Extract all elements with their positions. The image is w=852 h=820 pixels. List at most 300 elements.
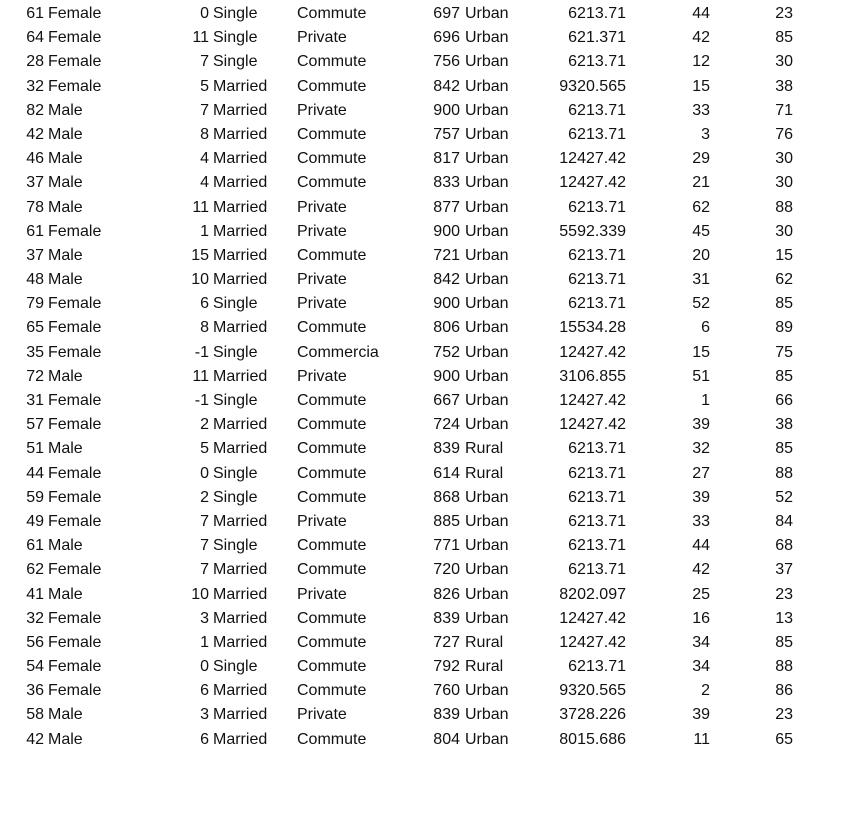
marital-status-cell[interactable]: Single	[213, 464, 258, 482]
value-b-cell[interactable]: 37	[775, 561, 793, 579]
value-b-cell[interactable]: 85	[775, 295, 793, 313]
value-a-cell[interactable]: 12	[692, 53, 710, 71]
gender-cell[interactable]: Female	[48, 682, 102, 700]
age-cell[interactable]: 49	[26, 512, 44, 530]
type-cell[interactable]: Commute	[297, 246, 367, 264]
value-a-cell[interactable]: 34	[692, 633, 710, 651]
count-cell[interactable]: 11	[192, 29, 209, 47]
value-b-cell[interactable]: 23	[775, 585, 793, 603]
type-cell[interactable]: Private	[297, 198, 347, 216]
age-cell[interactable]: 37	[26, 246, 44, 264]
count-cell[interactable]: 6	[200, 295, 209, 313]
count-cell[interactable]: 15	[191, 246, 209, 264]
value-b-cell[interactable]: 85	[775, 29, 793, 47]
area-cell[interactable]: Urban	[465, 222, 509, 240]
gender-cell[interactable]: Female	[48, 343, 102, 361]
score-cell[interactable]: 900	[433, 367, 460, 385]
value-b-cell[interactable]: 71	[775, 101, 793, 119]
age-cell[interactable]: 61	[26, 537, 44, 555]
gender-cell[interactable]: Male	[48, 440, 83, 458]
amount-cell[interactable]: 6213.71	[568, 440, 626, 458]
type-cell[interactable]: Commute	[297, 488, 367, 506]
marital-status-cell[interactable]: Single	[213, 392, 258, 409]
value-a-cell[interactable]: 27	[692, 464, 710, 482]
count-cell[interactable]: 7	[200, 512, 209, 530]
count-cell[interactable]: 10	[191, 585, 209, 603]
score-cell[interactable]: 842	[433, 271, 460, 289]
value-a-cell[interactable]: 11	[693, 730, 710, 748]
value-a-cell[interactable]: 25	[692, 585, 710, 603]
area-cell[interactable]: Urban	[465, 488, 509, 506]
age-cell[interactable]: 44	[26, 464, 44, 482]
age-cell[interactable]: 41	[26, 585, 44, 603]
value-b-cell[interactable]: 76	[775, 125, 793, 143]
amount-cell[interactable]: 9320.565	[559, 682, 626, 700]
count-cell[interactable]: 1	[200, 222, 209, 240]
value-b-cell[interactable]: 23	[775, 706, 793, 724]
area-cell[interactable]: Urban	[465, 537, 509, 555]
type-cell[interactable]: Commute	[297, 392, 367, 409]
score-cell[interactable]: 752	[433, 343, 460, 361]
marital-status-cell[interactable]: Single	[213, 295, 258, 313]
age-cell[interactable]: 37	[26, 174, 44, 192]
amount-cell[interactable]: 8015.686	[559, 730, 626, 748]
gender-cell[interactable]: Female	[48, 633, 102, 651]
gender-cell[interactable]: Male	[48, 198, 83, 216]
age-cell[interactable]: 57	[26, 416, 44, 434]
score-cell[interactable]: 724	[433, 416, 460, 434]
amount-cell[interactable]: 3728.226	[559, 706, 626, 724]
amount-cell[interactable]: 621.371	[568, 29, 626, 47]
value-a-cell[interactable]: 33	[692, 512, 710, 530]
amount-cell[interactable]: 12427.42	[559, 150, 626, 168]
value-a-cell[interactable]: 15	[692, 343, 710, 361]
value-a-cell[interactable]: 39	[692, 706, 710, 724]
area-cell[interactable]: Urban	[465, 101, 509, 119]
area-cell[interactable]: Urban	[465, 319, 509, 337]
marital-status-cell[interactable]: Married	[213, 319, 268, 337]
type-cell[interactable]: Private	[297, 222, 347, 240]
value-a-cell[interactable]: 1	[701, 392, 710, 409]
marital-status-cell[interactable]: Single	[213, 488, 258, 506]
value-b-cell[interactable]: 85	[775, 633, 793, 651]
count-cell[interactable]: 11	[192, 198, 209, 216]
type-cell[interactable]: Commute	[297, 633, 367, 651]
value-b-cell[interactable]: 68	[775, 537, 793, 555]
score-cell[interactable]: 839	[433, 440, 460, 458]
marital-status-cell[interactable]: Married	[213, 512, 268, 530]
score-cell[interactable]: 667	[433, 392, 460, 409]
type-cell[interactable]: Commute	[297, 537, 367, 555]
area-cell[interactable]: Urban	[465, 77, 509, 95]
amount-cell[interactable]: 6213.71	[568, 271, 626, 289]
gender-cell[interactable]: Female	[48, 512, 102, 530]
count-cell[interactable]: 4	[200, 150, 209, 168]
marital-status-cell[interactable]: Married	[213, 77, 268, 95]
score-cell[interactable]: 900	[433, 101, 460, 119]
value-b-cell[interactable]: 85	[775, 367, 793, 385]
count-cell[interactable]: 2	[200, 488, 209, 506]
amount-cell[interactable]: 3106.855	[559, 367, 626, 385]
marital-status-cell[interactable]: Single	[213, 53, 258, 71]
age-cell[interactable]: 46	[26, 150, 44, 168]
marital-status-cell[interactable]: Married	[213, 730, 268, 748]
value-a-cell[interactable]: 3	[701, 125, 710, 143]
area-cell[interactable]: Rural	[465, 440, 504, 458]
marital-status-cell[interactable]: Married	[213, 633, 268, 651]
type-cell[interactable]: Commute	[297, 5, 367, 22]
marital-status-cell[interactable]: Married	[213, 609, 268, 627]
value-b-cell[interactable]: 38	[775, 416, 793, 434]
amount-cell[interactable]: 12427.42	[559, 609, 626, 627]
amount-cell[interactable]: 6213.71	[568, 295, 626, 313]
score-cell[interactable]: 826	[433, 585, 460, 603]
value-a-cell[interactable]: 21	[692, 174, 710, 192]
count-cell[interactable]: 0	[200, 5, 209, 22]
score-cell[interactable]: 792	[433, 658, 460, 676]
amount-cell[interactable]: 6213.71	[568, 246, 626, 264]
gender-cell[interactable]: Female	[48, 77, 102, 95]
count-cell[interactable]: -1	[194, 343, 209, 361]
count-cell[interactable]: 5	[200, 440, 209, 458]
area-cell[interactable]: Urban	[465, 416, 509, 434]
area-cell[interactable]: Rural	[465, 464, 504, 482]
type-cell[interactable]: Private	[297, 512, 347, 530]
gender-cell[interactable]: Female	[48, 658, 102, 676]
type-cell[interactable]: Private	[297, 706, 347, 724]
age-cell[interactable]: 64	[26, 29, 44, 47]
type-cell[interactable]: Commute	[297, 464, 367, 482]
amount-cell[interactable]: 12427.42	[559, 416, 626, 434]
age-cell[interactable]: 28	[26, 53, 44, 71]
area-cell[interactable]: Urban	[465, 706, 509, 724]
score-cell[interactable]: 900	[433, 222, 460, 240]
gender-cell[interactable]: Female	[48, 295, 102, 313]
area-cell[interactable]: Urban	[465, 585, 509, 603]
gender-cell[interactable]: Male	[48, 271, 83, 289]
marital-status-cell[interactable]: Married	[213, 706, 268, 724]
value-b-cell[interactable]: 23	[775, 5, 793, 22]
value-b-cell[interactable]: 30	[775, 174, 793, 192]
value-a-cell[interactable]: 16	[692, 609, 710, 627]
gender-cell[interactable]: Male	[48, 585, 83, 603]
value-a-cell[interactable]: 31	[692, 271, 710, 289]
type-cell[interactable]: Private	[297, 271, 347, 289]
value-b-cell[interactable]: 85	[775, 440, 793, 458]
gender-cell[interactable]: Female	[48, 609, 102, 627]
age-cell[interactable]: 61	[26, 222, 44, 240]
count-cell[interactable]: -1	[194, 392, 209, 409]
type-cell[interactable]: Private	[297, 295, 347, 313]
value-b-cell[interactable]: 88	[775, 464, 793, 482]
marital-status-cell[interactable]: Single	[213, 343, 258, 361]
area-cell[interactable]: Urban	[465, 125, 509, 143]
gender-cell[interactable]: Male	[48, 730, 83, 748]
value-a-cell[interactable]: 39	[692, 488, 710, 506]
value-b-cell[interactable]: 38	[775, 77, 793, 95]
gender-cell[interactable]: Female	[48, 561, 102, 579]
age-cell[interactable]: 32	[26, 609, 44, 627]
amount-cell[interactable]: 6213.71	[568, 658, 626, 676]
type-cell[interactable]: Commute	[297, 682, 367, 700]
value-b-cell[interactable]: 65	[775, 730, 793, 748]
area-cell[interactable]: Urban	[465, 271, 509, 289]
gender-cell[interactable]: Female	[48, 29, 102, 47]
gender-cell[interactable]: Male	[48, 150, 83, 168]
count-cell[interactable]: 1	[200, 633, 209, 651]
type-cell[interactable]: Private	[297, 585, 347, 603]
area-cell[interactable]: Urban	[465, 295, 509, 313]
amount-cell[interactable]: 6213.71	[568, 512, 626, 530]
value-a-cell[interactable]: 2	[701, 682, 710, 700]
value-b-cell[interactable]: 30	[775, 222, 793, 240]
area-cell[interactable]: Urban	[465, 198, 509, 216]
gender-cell[interactable]: Female	[48, 488, 102, 506]
age-cell[interactable]: 79	[26, 295, 44, 313]
age-cell[interactable]: 42	[26, 125, 44, 143]
gender-cell[interactable]: Male	[48, 125, 83, 143]
age-cell[interactable]: 48	[26, 271, 44, 289]
age-cell[interactable]: 59	[26, 488, 44, 506]
gender-cell[interactable]: Male	[48, 367, 83, 385]
marital-status-cell[interactable]: Married	[213, 416, 268, 434]
type-cell[interactable]: Commute	[297, 440, 367, 458]
value-b-cell[interactable]: 30	[775, 150, 793, 168]
marital-status-cell[interactable]: Married	[213, 561, 268, 579]
count-cell[interactable]: 3	[200, 609, 209, 627]
area-cell[interactable]: Urban	[465, 512, 509, 530]
type-cell[interactable]: Private	[297, 29, 347, 47]
amount-cell[interactable]: 15534.28	[559, 319, 626, 337]
age-cell[interactable]: 62	[26, 561, 44, 579]
amount-cell[interactable]: 9320.565	[559, 77, 626, 95]
value-a-cell[interactable]: 51	[692, 367, 710, 385]
score-cell[interactable]: 757	[433, 125, 460, 143]
age-cell[interactable]: 32	[26, 77, 44, 95]
value-a-cell[interactable]: 20	[692, 246, 710, 264]
age-cell[interactable]: 58	[26, 706, 44, 724]
value-b-cell[interactable]: 15	[775, 246, 793, 264]
marital-status-cell[interactable]: Married	[213, 271, 268, 289]
amount-cell[interactable]: 5592.339	[559, 222, 626, 240]
value-b-cell[interactable]: 88	[775, 658, 793, 676]
value-b-cell[interactable]: 52	[775, 488, 793, 506]
marital-status-cell[interactable]: Single	[213, 29, 258, 47]
type-cell[interactable]: Commute	[297, 150, 367, 168]
value-a-cell[interactable]: 15	[692, 77, 710, 95]
area-cell[interactable]: Urban	[465, 561, 509, 579]
count-cell[interactable]: 7	[200, 53, 209, 71]
amount-cell[interactable]: 6213.71	[568, 561, 626, 579]
count-cell[interactable]: 7	[200, 561, 209, 579]
gender-cell[interactable]: Male	[48, 101, 83, 119]
score-cell[interactable]: 885	[433, 512, 460, 530]
value-a-cell[interactable]: 44	[692, 537, 710, 555]
marital-status-cell[interactable]: Married	[213, 246, 268, 264]
score-cell[interactable]: 696	[433, 29, 460, 47]
value-a-cell[interactable]: 62	[692, 198, 710, 216]
value-a-cell[interactable]: 42	[692, 29, 710, 47]
value-b-cell[interactable]: 89	[775, 319, 793, 337]
count-cell[interactable]: 6	[200, 682, 209, 700]
amount-cell[interactable]: 6213.71	[568, 198, 626, 216]
score-cell[interactable]: 771	[433, 537, 460, 555]
type-cell[interactable]: Commercia	[297, 343, 379, 361]
marital-status-cell[interactable]: Married	[213, 101, 268, 119]
age-cell[interactable]: 31	[26, 392, 44, 409]
age-cell[interactable]: 72	[26, 367, 44, 385]
score-cell[interactable]: 877	[433, 198, 460, 216]
score-cell[interactable]: 839	[433, 706, 460, 724]
value-a-cell[interactable]: 32	[692, 440, 710, 458]
type-cell[interactable]: Commute	[297, 319, 367, 337]
area-cell[interactable]: Urban	[465, 29, 509, 47]
type-cell[interactable]: Commute	[297, 416, 367, 434]
value-b-cell[interactable]: 88	[775, 198, 793, 216]
score-cell[interactable]: 806	[433, 319, 460, 337]
score-cell[interactable]: 721	[433, 246, 460, 264]
amount-cell[interactable]: 12427.42	[559, 343, 626, 361]
gender-cell[interactable]: Female	[48, 392, 102, 409]
age-cell[interactable]: 56	[26, 633, 44, 651]
type-cell[interactable]: Commute	[297, 53, 367, 71]
value-a-cell[interactable]: 29	[692, 150, 710, 168]
count-cell[interactable]: 0	[200, 658, 209, 676]
amount-cell[interactable]: 12427.42	[559, 392, 626, 409]
amount-cell[interactable]: 12427.42	[559, 174, 626, 192]
amount-cell[interactable]: 6213.71	[568, 53, 626, 71]
amount-cell[interactable]: 6213.71	[568, 125, 626, 143]
amount-cell[interactable]: 12427.42	[559, 633, 626, 651]
age-cell[interactable]: 36	[26, 682, 44, 700]
gender-cell[interactable]: Female	[48, 464, 102, 482]
score-cell[interactable]: 868	[433, 488, 460, 506]
count-cell[interactable]: 5	[200, 77, 209, 95]
type-cell[interactable]: Private	[297, 367, 347, 385]
count-cell[interactable]: 11	[192, 367, 209, 385]
score-cell[interactable]: 842	[433, 77, 460, 95]
marital-status-cell[interactable]: Married	[213, 174, 268, 192]
gender-cell[interactable]: Male	[48, 246, 83, 264]
type-cell[interactable]: Commute	[297, 125, 367, 143]
value-a-cell[interactable]: 44	[692, 5, 710, 22]
score-cell[interactable]: 833	[433, 174, 460, 192]
age-cell[interactable]: 35	[26, 343, 44, 361]
gender-cell[interactable]: Female	[48, 222, 102, 240]
area-cell[interactable]: Urban	[465, 53, 509, 71]
count-cell[interactable]: 7	[200, 101, 209, 119]
value-a-cell[interactable]: 39	[692, 416, 710, 434]
type-cell[interactable]: Commute	[297, 658, 367, 676]
gender-cell[interactable]: Female	[48, 5, 102, 22]
marital-status-cell[interactable]: Single	[213, 658, 258, 676]
age-cell[interactable]: 51	[26, 440, 44, 458]
amount-cell[interactable]: 6213.71	[568, 488, 626, 506]
score-cell[interactable]: 839	[433, 609, 460, 627]
marital-status-cell[interactable]: Married	[213, 682, 268, 700]
count-cell[interactable]: 0	[200, 464, 209, 482]
value-b-cell[interactable]: 84	[775, 512, 793, 530]
amount-cell[interactable]: 6213.71	[568, 464, 626, 482]
area-cell[interactable]: Urban	[465, 150, 509, 168]
marital-status-cell[interactable]: Single	[213, 5, 258, 22]
marital-status-cell[interactable]: Married	[213, 125, 268, 143]
age-cell[interactable]: 82	[26, 101, 44, 119]
area-cell[interactable]: Urban	[465, 5, 509, 22]
count-cell[interactable]: 8	[200, 125, 209, 143]
marital-status-cell[interactable]: Married	[213, 440, 268, 458]
type-cell[interactable]: Commute	[297, 174, 367, 192]
area-cell[interactable]: Urban	[465, 392, 509, 409]
value-a-cell[interactable]: 52	[692, 295, 710, 313]
score-cell[interactable]: 614	[433, 464, 460, 482]
area-cell[interactable]: Urban	[465, 367, 509, 385]
value-b-cell[interactable]: 86	[775, 682, 793, 700]
area-cell[interactable]: Rural	[465, 658, 504, 676]
area-cell[interactable]: Urban	[465, 246, 509, 264]
age-cell[interactable]: 61	[26, 5, 44, 22]
marital-status-cell[interactable]: Married	[213, 585, 268, 603]
value-b-cell[interactable]: 75	[775, 343, 793, 361]
value-b-cell[interactable]: 30	[775, 53, 793, 71]
count-cell[interactable]: 7	[200, 537, 209, 555]
value-a-cell[interactable]: 33	[692, 101, 710, 119]
marital-status-cell[interactable]: Married	[213, 198, 268, 216]
count-cell[interactable]: 8	[200, 319, 209, 337]
gender-cell[interactable]: Female	[48, 319, 102, 337]
count-cell[interactable]: 4	[200, 174, 209, 192]
area-cell[interactable]: Rural	[465, 633, 504, 651]
score-cell[interactable]: 817	[433, 150, 460, 168]
marital-status-cell[interactable]: Single	[213, 537, 258, 555]
marital-status-cell[interactable]: Married	[213, 222, 268, 240]
score-cell[interactable]: 804	[433, 730, 460, 748]
age-cell[interactable]: 54	[26, 658, 44, 676]
score-cell[interactable]: 900	[433, 295, 460, 313]
type-cell[interactable]: Private	[297, 101, 347, 119]
amount-cell[interactable]: 6213.71	[568, 101, 626, 119]
gender-cell[interactable]: Male	[48, 174, 83, 192]
age-cell[interactable]: 42	[26, 730, 44, 748]
score-cell[interactable]: 720	[433, 561, 460, 579]
count-cell[interactable]: 2	[200, 416, 209, 434]
score-cell[interactable]: 760	[433, 682, 460, 700]
count-cell[interactable]: 3	[200, 706, 209, 724]
amount-cell[interactable]: 6213.71	[568, 5, 626, 22]
gender-cell[interactable]: Female	[48, 416, 102, 434]
area-cell[interactable]: Urban	[465, 343, 509, 361]
value-a-cell[interactable]: 42	[692, 561, 710, 579]
age-cell[interactable]: 78	[26, 198, 44, 216]
type-cell[interactable]: Commute	[297, 77, 367, 95]
gender-cell[interactable]: Female	[48, 53, 102, 71]
count-cell[interactable]: 6	[200, 730, 209, 748]
score-cell[interactable]: 727	[433, 633, 460, 651]
area-cell[interactable]: Urban	[465, 609, 509, 627]
value-a-cell[interactable]: 6	[701, 319, 710, 337]
marital-status-cell[interactable]: Married	[213, 150, 268, 168]
area-cell[interactable]: Urban	[465, 682, 509, 700]
value-a-cell[interactable]: 45	[692, 222, 710, 240]
amount-cell[interactable]: 8202.097	[559, 585, 626, 603]
gender-cell[interactable]: Male	[48, 537, 83, 555]
area-cell[interactable]: Urban	[465, 174, 509, 192]
value-a-cell[interactable]: 34	[692, 658, 710, 676]
value-b-cell[interactable]: 66	[775, 392, 793, 409]
value-b-cell[interactable]: 13	[775, 609, 793, 627]
type-cell[interactable]: Commute	[297, 609, 367, 627]
score-cell[interactable]: 756	[433, 53, 460, 71]
